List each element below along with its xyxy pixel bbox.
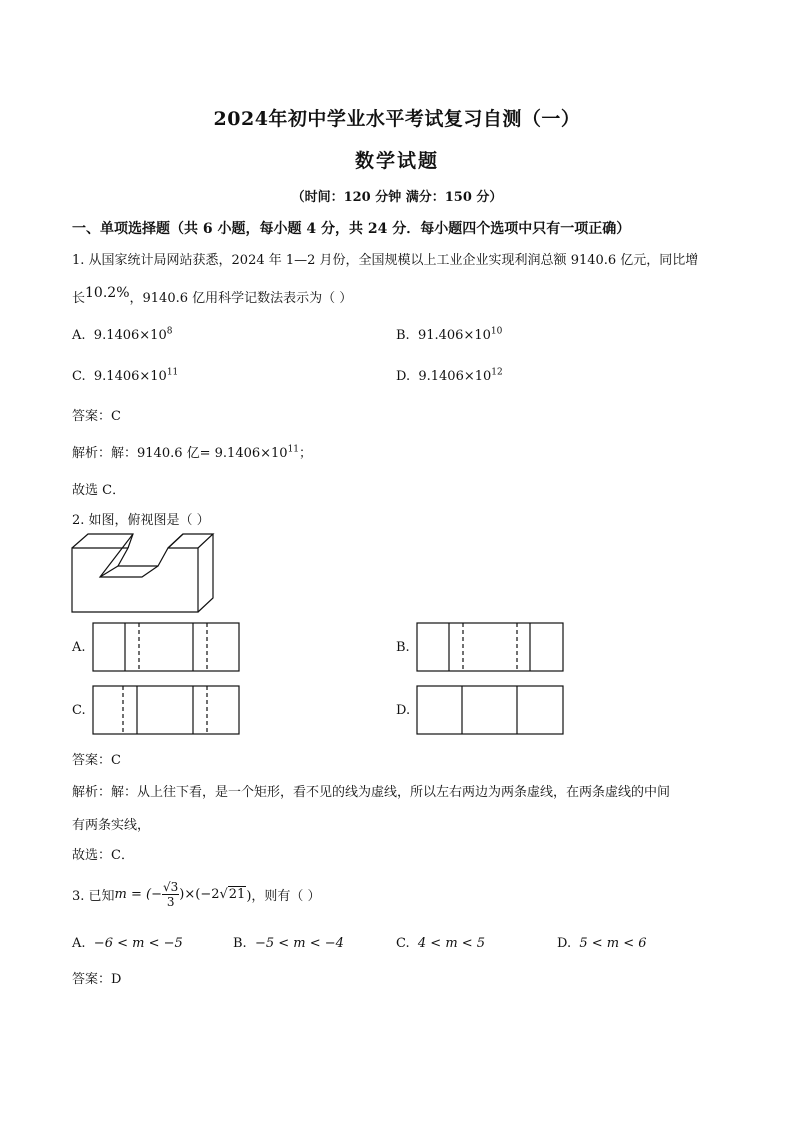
q3-option-b <box>233 936 344 951</box>
q1-option-d <box>396 369 503 384</box>
q1-option-d-label: D. <box>396 369 411 384</box>
q2-option-d-figure <box>416 685 566 737</box>
q1-answer: 答案：C <box>72 409 121 424</box>
q1-option-b-label: B. <box>396 328 410 343</box>
q3-mid: )×(−2 <box>179 887 220 902</box>
q1-option-d-exp: 12 <box>491 367 503 378</box>
section-heading: 一、单项选择题（共 6 小题，每小题 4 分，共 24 分．每小题四个选项中只有一项正确） <box>72 221 631 237</box>
time-info: （时间：120 分钟 满分：150 分） <box>291 190 503 205</box>
q2-option-a-figure <box>92 622 242 674</box>
q3-option-a-label: A. <box>72 936 86 951</box>
q2-analysis-line1: 解析：解：从上往下看，是一个矩形，看不见的线为虚线，所以左右两边为两条虚线，在两条虚线的中间 <box>72 785 671 800</box>
q1-option-b-exp: 10 <box>490 326 503 337</box>
q3-fraction <box>162 880 179 909</box>
q1-option-b <box>396 328 502 343</box>
subject-title: 数学试题 <box>354 150 439 172</box>
q2-option-b-figure <box>416 622 566 674</box>
q3-stem: 3. 已知m = (− $\frac{√3}{3}$ )×(−2√21)，则有（ ） <box>72 880 321 909</box>
q1-analysis-post: ； <box>299 446 313 461</box>
q2-analysis-line2: 有两条实线， <box>72 818 151 833</box>
q2-groove-right <box>168 534 183 548</box>
q1-analysis-math: = 9.1406×10 <box>199 446 288 461</box>
q2-answer: 答案：C <box>72 753 121 768</box>
q1-option-c <box>72 369 178 384</box>
q3-m-eq: m = (− <box>114 887 162 902</box>
q1-option-d-base: 9.1406×10 <box>418 369 492 384</box>
q3-option-d-text: 5 < m < 6 <box>579 936 647 951</box>
q1-option-a-label: A. <box>72 328 86 343</box>
q3-sqrt-arg: 21 <box>228 887 246 902</box>
q3-answer: 答案：D <box>72 972 122 987</box>
q2-groove-back <box>100 534 158 577</box>
q1-option-c-label: C. <box>72 369 86 384</box>
q3-frac-den: 3 <box>166 895 175 909</box>
q1-stem-pre: 长 <box>72 291 86 306</box>
q1-analysis-pre: 解析：解：9140.6 亿 <box>72 446 200 461</box>
q2-front-face <box>72 548 198 612</box>
q3-stem-pre: 3. 已知 <box>72 889 115 904</box>
q1-option-a-exp: 8 <box>166 326 173 337</box>
q1-option-c-base: 9.1406×10 <box>93 369 167 384</box>
q1-percent: 10.2% <box>85 285 130 301</box>
q2-groove-left <box>100 566 118 577</box>
q2-option-b-label: B. <box>396 640 410 655</box>
q2-option-c-label: C. <box>72 703 86 718</box>
q3-option-d-label: D. <box>557 936 572 951</box>
q3-option-a-text: −6 < m < −5 <box>93 936 183 951</box>
q1-option-b-base: 91.406×10 <box>417 328 491 343</box>
q1-option-a-base: 9.1406×10 <box>93 328 167 343</box>
q3-stem-post: )，则有（ ） <box>246 889 321 904</box>
q1-stem-line2 <box>72 287 352 306</box>
q3-option-b-text: −5 < m < −4 <box>254 936 344 951</box>
q1-analysis-exp: 11 <box>287 444 300 455</box>
q1-option-a <box>72 328 172 343</box>
q2-option-d-label: D. <box>396 703 411 718</box>
q2-solid-figure <box>70 530 220 618</box>
q2-stem: 2. 如图，俯视图是（ ） <box>72 513 210 528</box>
q1-option-c-exp: 11 <box>166 367 179 378</box>
q3-frac-num: √3 <box>163 880 179 894</box>
q1-conclusion: 故选 C． <box>72 483 126 498</box>
exam-title: 2024年初中学业水平考试复习自测（一） <box>213 108 581 130</box>
q2-option-c-figure <box>92 685 242 737</box>
q3-option-c <box>396 936 485 951</box>
q2-conclusion: 故选：C． <box>72 848 134 863</box>
q1-stem-post: ，9140.6 亿用科学记数法表示为（ ） <box>129 291 353 306</box>
q3-option-c-label: C. <box>396 936 410 951</box>
q3-option-c-text: 4 < m < 5 <box>417 936 486 951</box>
q1-stem-line1: 1. 从国家统计局网站获悉，2024 年 1—2 月份，全国规模以上工业企业实现利润总额 9140.6 亿元，同比增 <box>72 253 699 268</box>
q1-analysis <box>72 442 312 461</box>
q3-option-a <box>72 936 183 951</box>
q3-option-b-label: B. <box>233 936 247 951</box>
q3-option-d <box>557 936 647 951</box>
q2-option-a-label: A. <box>72 640 86 655</box>
